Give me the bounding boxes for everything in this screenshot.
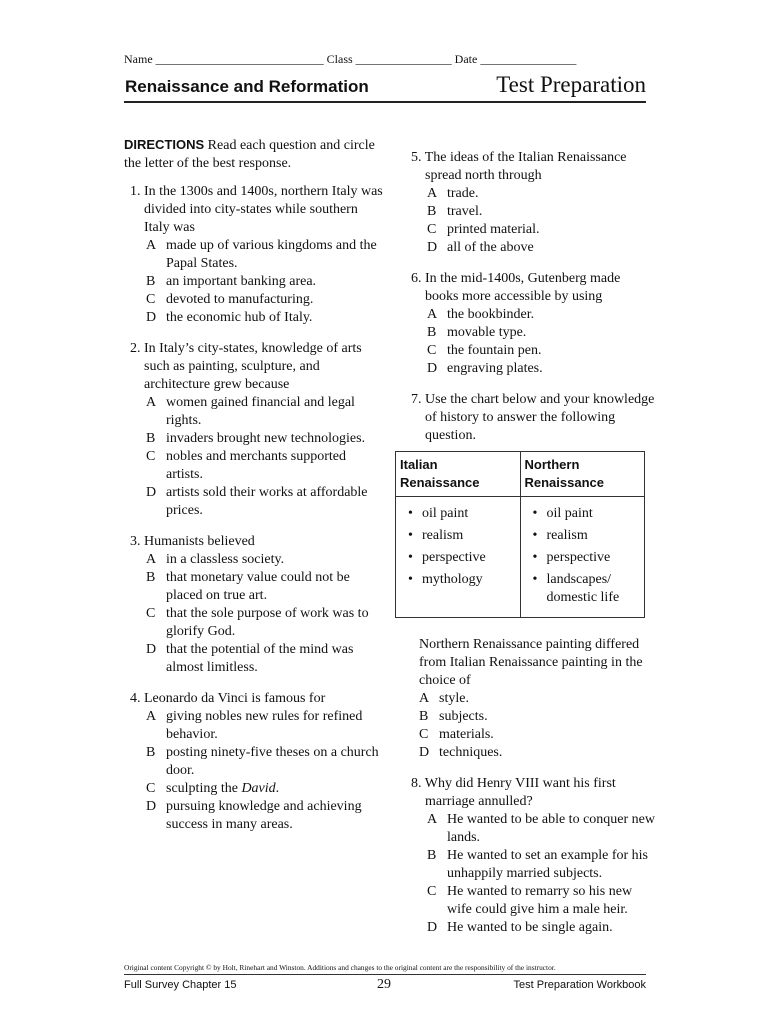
option-text: subjects.: [439, 709, 488, 724]
chart-bullet-item: [533, 527, 639, 545]
option-letter: C: [146, 449, 156, 464]
page-number: 29: [377, 977, 391, 992]
answer-option: [124, 569, 386, 605]
chapter-title: Renaissance and Reformation: [125, 77, 369, 96]
question-8-stem: 8. Why did Henry VIII want his first marriage annulled?: [411, 776, 616, 809]
chart-header-italian: Italian Renaissance: [396, 452, 521, 497]
option-letter: B: [427, 325, 437, 340]
chart-item-text: oil paint: [546, 506, 593, 521]
option-text: the economic hub of Italy.: [166, 310, 313, 325]
question-stem: 1. In the 1300s and 1400s, northern Italy was divided into city-states while southern Italy was: [130, 184, 383, 235]
chart-bullet-item: [408, 549, 514, 567]
option-text: invaders brought new technologies.: [166, 431, 366, 446]
question-7-prompt: Northern Renaissance painting differed from Italian Renaissance painting in the choice of: [419, 637, 643, 688]
question-stem: 2. In Italy’s city-states, knowledge of arts such as painting, sculpture, and architecture grew because: [130, 341, 362, 392]
chart-bullet-item: [408, 571, 514, 589]
option-text: women gained financial and legal rights.: [166, 395, 355, 428]
footer-workbook: Test Preparation Workbook: [513, 979, 646, 991]
option-letter: C: [427, 343, 437, 358]
option-letter: C: [146, 292, 156, 307]
left-questions: [124, 183, 386, 834]
option-letter: B: [419, 709, 429, 724]
option-text: nobles and merchants supported artists.: [166, 449, 347, 482]
answer-option: [405, 203, 655, 221]
footer-chapter: Full Survey Chapter 15: [124, 979, 237, 991]
directions-text: Read each question and circle the letter of the best response.: [124, 138, 375, 171]
answer-option: [124, 430, 386, 448]
footer-rule: [124, 974, 646, 975]
chart-item-text: mythology: [422, 572, 483, 587]
answer-option: [405, 185, 655, 203]
option-letter: D: [146, 799, 157, 814]
answer-option: [124, 394, 386, 430]
question: [124, 183, 386, 327]
answer-option: [124, 605, 386, 641]
option-letter: B: [146, 431, 156, 446]
chart-bullet-item: [533, 571, 639, 607]
bullet-icon: •: [532, 550, 538, 565]
option-letter: B: [427, 204, 437, 219]
answer-option: [405, 324, 655, 342]
chart-item-text: realism: [546, 528, 588, 543]
option-text: all of the above: [447, 240, 534, 255]
option-letter: A: [146, 238, 157, 253]
option-letter: A: [146, 395, 157, 410]
option-letter: D: [427, 920, 438, 935]
option-letter: C: [427, 222, 437, 237]
copyright-notice: Original content Copyright © by Holt, Rinehart and Winston. Additions and changes to the original content are the responsibility of the instructor.: [124, 963, 556, 972]
option-letter: A: [427, 186, 438, 201]
bullet-icon: •: [408, 528, 413, 543]
option-letter: B: [146, 570, 156, 585]
option-text: movable type.: [447, 325, 527, 340]
chart-bullet-item: [533, 505, 639, 523]
answer-option: [405, 239, 655, 257]
option-text: printed material.: [447, 222, 540, 237]
option-text: He wanted to be able to conquer new lands.: [447, 812, 655, 845]
answer-option: [124, 551, 386, 569]
question: [124, 340, 386, 520]
answer-option: [124, 484, 386, 520]
answer-option: [124, 291, 386, 309]
answer-option: [397, 708, 655, 726]
header-rule: [124, 101, 646, 103]
question: [405, 270, 655, 378]
question-stem: 6. In the mid-1400s, Gutenberg made books more accessible by using: [411, 271, 621, 304]
chart-bullet-item: [408, 505, 514, 523]
option-letter: D: [427, 240, 438, 255]
option-letter: C: [419, 727, 429, 742]
option-letter: B: [427, 848, 437, 863]
answer-option: [405, 883, 655, 919]
option-letter: C: [146, 781, 156, 796]
option-letter: A: [427, 812, 438, 827]
option-text: travel.: [447, 204, 483, 219]
option-text: pursuing knowledge and achieving success in many areas.: [166, 799, 362, 832]
option-text: devoted to manufacturing.: [166, 292, 314, 307]
comparison-chart: [395, 451, 645, 618]
option-letter: D: [419, 745, 430, 760]
option-text: techniques.: [439, 745, 503, 760]
chart-item-text: realism: [422, 528, 464, 543]
question-stem: 5. The ideas of the Italian Renaissance spread north through: [411, 150, 627, 183]
option-letter: B: [146, 274, 156, 289]
student-info-line: [124, 52, 576, 67]
answer-option: [124, 641, 386, 677]
answer-option: [124, 708, 386, 744]
bullet-icon: •: [532, 528, 538, 543]
question-7-prompt-block: [405, 636, 655, 762]
option-letter: D: [146, 310, 157, 325]
answer-option: [405, 360, 655, 378]
chart-italian-items: [396, 497, 521, 618]
option-letter: A: [427, 307, 438, 322]
answer-option: [124, 744, 386, 780]
answer-option: [405, 306, 655, 324]
answer-option: [124, 780, 386, 798]
bullet-icon: •: [408, 572, 413, 587]
option-text: He wanted to remarry so his new wife could give him a male heir.: [447, 884, 633, 917]
chart-bullet-item: [533, 549, 639, 567]
answer-option: [405, 919, 655, 937]
bullet-icon: •: [532, 572, 538, 587]
option-letter: A: [419, 691, 430, 706]
option-letter: C: [427, 884, 437, 899]
question-8: [405, 775, 655, 937]
option-text: the bookbinder.: [447, 307, 535, 322]
section-title: Test Preparation: [496, 72, 646, 97]
option-text: engraving plates.: [447, 361, 543, 376]
option-text: that the potential of the mind was almost limitless.: [166, 642, 354, 675]
option-letter: A: [146, 709, 157, 724]
left-column: [124, 136, 386, 847]
question: [124, 533, 386, 677]
option-text: artists sold their works at affordable prices.: [166, 485, 368, 518]
answer-option: [124, 448, 386, 484]
option-letter: D: [146, 642, 157, 657]
answer-option: [405, 221, 655, 239]
answer-option: [124, 309, 386, 327]
option-text: that the sole purpose of work was to glorify God.: [166, 606, 369, 639]
option-letter: A: [146, 552, 157, 567]
option-text: posting ninety-five theses on a church door.: [166, 745, 379, 778]
option-text: the fountain pen.: [447, 343, 542, 358]
question: [124, 690, 386, 834]
option-text: made up of various kingdoms and the Papal States.: [166, 238, 377, 271]
chart-item-text: landscapes/ domestic life: [546, 572, 620, 605]
option-text: giving nobles new rules for refined behavior.: [166, 709, 363, 742]
answer-option: [397, 744, 655, 762]
option-text: He wanted to set an example for his unhappily married subjects.: [447, 848, 648, 881]
option-text: style.: [439, 691, 469, 706]
chart-header-northern: Northern Renaissance: [520, 452, 645, 497]
answer-option: [397, 690, 655, 708]
option-text: materials.: [439, 727, 494, 742]
answer-option: [124, 237, 386, 273]
bullet-icon: •: [408, 550, 413, 565]
option-text: He wanted to be single again.: [447, 920, 613, 935]
question-7-options: [397, 690, 655, 762]
question: [405, 149, 655, 257]
answer-option: [405, 847, 655, 883]
answer-option: [405, 811, 655, 847]
bullet-icon: •: [408, 506, 413, 521]
chart-northern-items: [520, 497, 645, 618]
class-field-line: ________________: [355, 52, 452, 66]
right-column: [400, 149, 655, 950]
chart-item-text: oil paint: [422, 506, 469, 521]
question-7-stem: 7. Use the chart below and your knowledge of history to answer the following question.: [411, 392, 655, 443]
name-field-line: ____________________________: [155, 52, 324, 66]
option-text: trade.: [447, 186, 479, 201]
option-letter: D: [146, 485, 157, 500]
question-7: [405, 391, 655, 445]
name-label: Name: [124, 52, 153, 66]
directions-heading: DIRECTIONS: [124, 137, 205, 152]
option-letter: D: [427, 361, 438, 376]
chart-item-text: perspective: [422, 550, 486, 565]
answer-option: [124, 273, 386, 291]
bullet-icon: •: [532, 506, 538, 521]
directions: [124, 136, 386, 173]
option-text: sculpting the David.: [166, 781, 280, 796]
chart-item-text: perspective: [546, 550, 611, 565]
class-label: Class: [326, 52, 353, 66]
option-text: in a classless society.: [166, 552, 285, 567]
question-stem: 4. Leonardo da Vinci is famous for: [130, 691, 326, 706]
option-text: an important banking area.: [166, 274, 317, 289]
answer-option: [124, 798, 386, 834]
option-letter: C: [146, 606, 156, 621]
date-label: Date: [454, 52, 478, 66]
right-questions: [405, 149, 655, 378]
chart-bullet-item: [408, 527, 514, 545]
date-field-line: ________________: [480, 52, 577, 66]
option-letter: B: [146, 745, 156, 760]
option-text: that monetary value could not be placed on true art.: [166, 570, 350, 603]
answer-option: [397, 726, 655, 744]
answer-option: [405, 342, 655, 360]
question-stem: 3. Humanists believed: [130, 534, 255, 549]
